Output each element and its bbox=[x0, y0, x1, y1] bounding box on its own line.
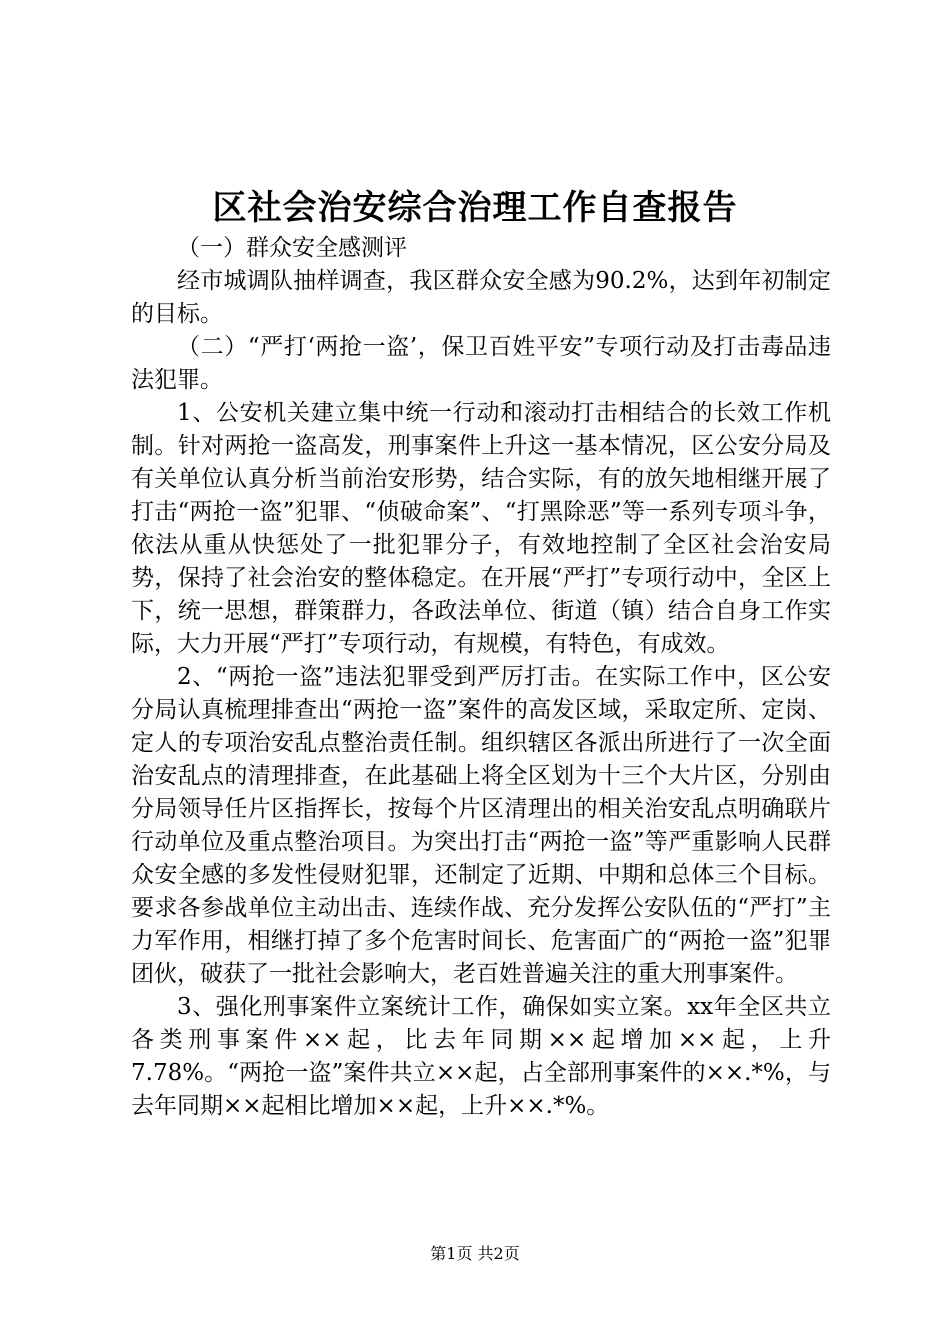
paragraph-survey: 经市城调队抽样调查，我区群众安全感为90.2%，达到年初制定的目标。 bbox=[131, 268, 831, 327]
paragraph-item-1: 1、公安机关建立集中统一行动和滚动打击相结合的长效工作机制。针对两抢一盗高发，刑事案件上升这一基本情况，区公安分局及有关单位认真分析当前治安形势，结合实际，有的放矢地相继开展了打击“两抢一盗”犯罪、“侦破命案”、“打黑除恶”等一系列专项斗争，依法从重从快惩处了一批犯罪分子，有效地控制了全区社会治安局势，保持了社会治安的整体稳定。在开展“严打”专项行动中，全区上下，统一思想，群策群力，各政法单位、街道（镇）结合自身工作实际，大力开展“严打”专项行动，有规模，有特色，有成效。 bbox=[131, 400, 831, 657]
page-footer: 第1页 共2页 bbox=[430, 1244, 520, 1263]
paragraph-item-2: 2、“两抢一盗”违法犯罪受到严厉打击。在实际工作中，区公安分局认真梳理排查出“两抢一盗”案件的高发区域，采取定所、定岗、定人的专项治安乱点整治责任制。组织辖区各派出所进行了一次全面治安乱点的清理排查，在此基础上将全区划为十三个大片区，分别由分局领导任片区指挥长，按每个片区清理出的相关治安乱点明确联片行动单位及重点整治项目。为突出打击“两抢一盗”等严重影响人民群众安全感的多发性侵财犯罪，还制定了近期、中期和总体三个目标。要求各参战单位主动出击、连续作战、充分发挥公安队伍的“严打”主力军作用，相继打掉了多个危害时间长、危害面广的“两抢一盗”犯罪团伙，破获了一批社会影响大，老百姓普遍关注的重大刑事案件。 bbox=[131, 664, 831, 987]
document-title: 区社会治安综合治理工作自查报告 bbox=[212, 188, 738, 228]
document-body bbox=[131, 232, 831, 1123]
section-heading-1: （一）群众安全感测评 bbox=[177, 235, 407, 261]
paragraph-item-3: 3、强化刑事案件立案统计工作，确保如实立案。xx年全区共立各类刑事案件××起，比去年同期××起增加××起，上升7.78%。“两抢一盗”案件共立××起，占全部刑事案件的××.*%，与去年同期××起相比增加××起，上升××.*%。 bbox=[131, 994, 831, 1119]
section-heading-2: （二）“严打‘两抢一盗’，保卫百姓平安”专项行动及打击毒品违法犯罪。 bbox=[131, 334, 831, 393]
